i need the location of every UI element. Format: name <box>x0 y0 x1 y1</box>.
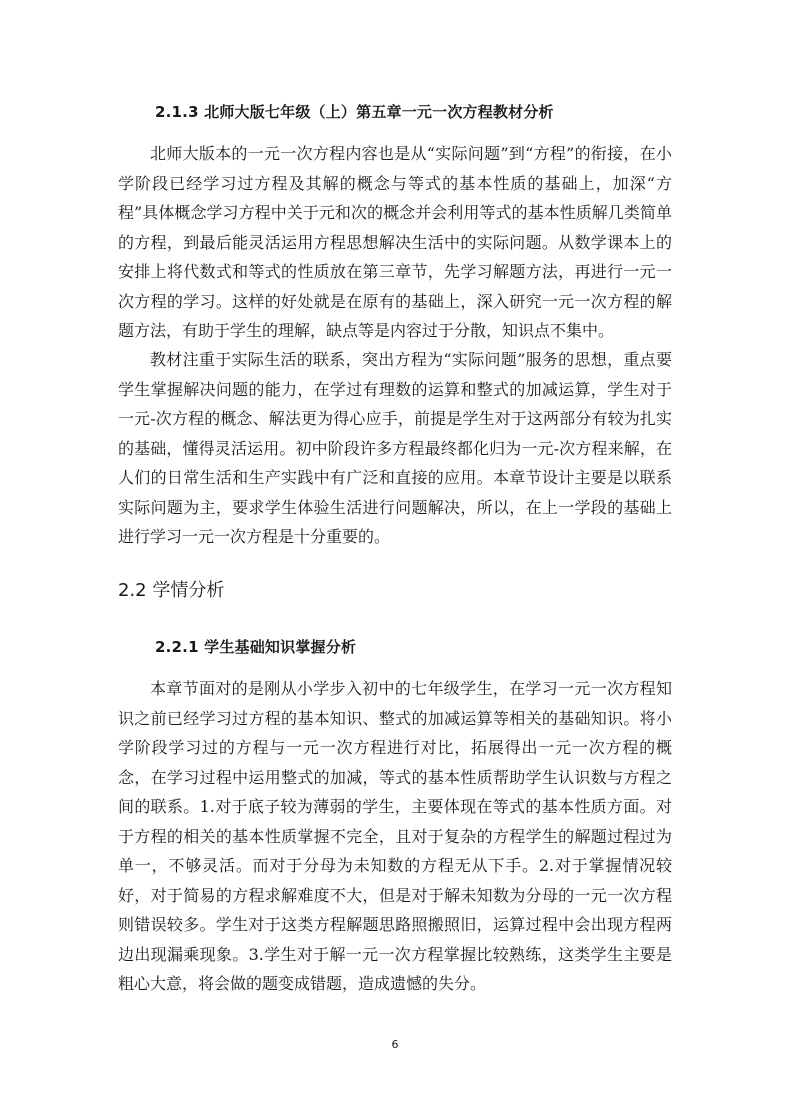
page-number: 6 <box>391 1038 399 1051</box>
section-heading-2-2-1: 2.2.1 学生基础知识掌握分析 <box>155 638 357 656</box>
section-heading-2-1-3: 2.1.3 北师大版七年级（上）第五章一元一次方程教材分析 <box>155 103 554 121</box>
paragraph-student-analysis: 本章节面对的是刚从小学步入初中的七年级学生，在学习一元一次方程知识之前已经学习过方程的基本知识、整式的加减运算等相关的基础知识。将小学阶段学习过的方程与一元一次方程进行对比，拓展得出一元一次方程的概念，在学习过程中运用整式的加减，等式的基本性质帮助学生认识数与方程之间的联系。1.对于底子较为薄弱的学生，主要体现在等式的基本性质方面。对于方程的相关的基本性质掌握不完全，且对于复杂的方程学生的解题过程过为单一，不够灵活。而对于分母为未知数的方程无从下手。2.对于掌握情况较好，对于简易的方程求解难度不大，但是对于解未知数为分母的一元一次方程则错误较多。学生对于这类方程解题思路照搬照旧，运算过程中会出现方程两边出现漏乘现象。3.学生对于解一元一次方程掌握比较熟练，这类学生主要是粗心大意，将会做的题变成错题，造成遗憾的失分。 <box>118 679 672 993</box>
paragraph-textbook-analysis-1: 北师大版本的一元一次方程内容也是从“实际问题”到“方程”的衔接，在小学阶段已经学习过方程及其解的概念与等式的基本性质的基础上，加深“方程”具体概念学习方程中关于元和次的概念并会利用等式的基本性质解几类简单的方程，到最后能灵活运用方程思想解决生活中的实际问题。从数学课本上的安排上将代数式和等式的性质放在第三章节，先学习解题方法，再进行一元一次方程的学习。这样的好处就是在原有的基础上，深入研究一元一次方程的解题方法，有助于学生的理解，缺点等是内容过于分散，知识点不集中。 <box>118 144 672 340</box>
paragraph-textbook-analysis-2: 教材注重于实际生活的联系，突出方程为“实际问题”服务的思想，重点要学生掌握解决问题的能力，在学过有理数的运算和整式的加减运算，学生对于一元-次方程的概念、解法更为得心应手，前提是学生对于这两部分有较为扎实的基础，懂得灵活运用。初中阶段许多方程最终都化归为一元-次方程来解，在人们的日常生活和生产实践中有广泛和直接的应用。本章节设计主要是以联系实际问题为主，要求学生体验生活进行问题解决，所以，在上一学段的基础上进行学习一元一次方程是十分重要的。 <box>118 350 672 546</box>
section-heading-2-2: 2.2 学情分析 <box>118 580 225 601</box>
